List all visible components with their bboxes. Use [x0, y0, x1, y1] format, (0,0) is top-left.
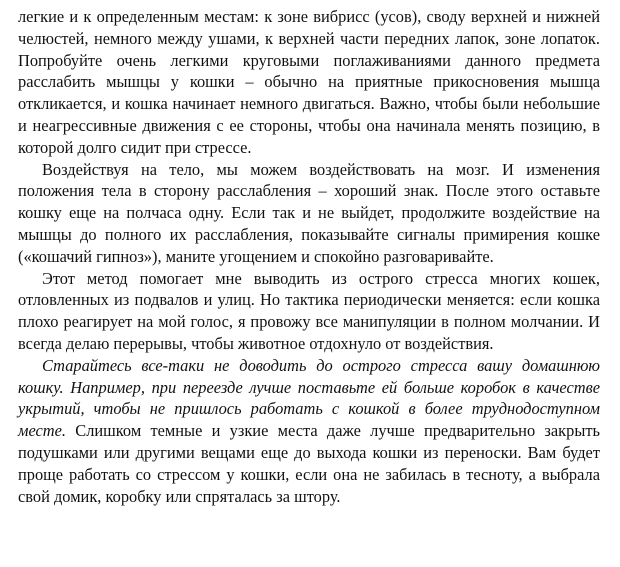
paragraph-2-text: Воздействуя на тело, мы можем воздействовать на мозг. И изменения положения тела в сторону расслабления – хороший знак. После этого оставьте кошку еще на полчаса одну. Если так и не выйдет, продолжите воздействие на мышцы до полного их расслабления, показывайте сигналы примирения кошке («кошачий гипноз»), маните угощением и спокойно разговаривайте. — [18, 159, 600, 266]
paragraph-4-italic-text: Старайтесь все-таки не доводить до острого стресса вашу домашнюю кошку. Например, при переезде лучше поставьте ей больше коробок в качестве укрытий, чтобы не пришлось работать с кошкой в более труднодоступном месте. — [18, 355, 600, 441]
paragraph-2 — [18, 159, 600, 268]
paragraph-4 — [18, 355, 600, 508]
paragraph-3 — [18, 268, 600, 355]
paragraph-3-text: Этот метод помогает мне выводить из острого стресса многих кошек, отловленных из подвалов и улиц. Но тактика периодически меняется: если кошка плохо реагирует на мой голос, я провожу все манипуляции в полном молчании. И всегда делаю перерывы, чтобы животное отдохнуло от воздействия. — [18, 268, 600, 353]
paragraph-1 — [18, 6, 600, 159]
paragraph-1-text: легкие и к определенным местам: к зоне вибрисс (усов), своду верхней и нижней челюстей, немного между ушами, к верхней части передних лапок, зоне лопаток. Попробуйте очень легкими круговыми поглаживаниями данного предмета расслабить мышцы у кошки – обычно на приятные прикосновения мышца откликается, и кошка начинает немного двигаться. Важно, чтобы были небольшие и неагрессивные движения с ее стороны, чтобы она начинала менять позицию, в которой долго сидит при стрессе. — [18, 7, 600, 157]
paragraph-4-text: Слишком темные и узкие места даже лучше предварительно закрыть подушками или другими вещами еще до выхода кошки из переноски. Вам будет проще работать со стрессом у кошки, если она не забилась в тесноту, а выбрала свой домик, коробку или спряталась за штору. — [18, 421, 600, 506]
